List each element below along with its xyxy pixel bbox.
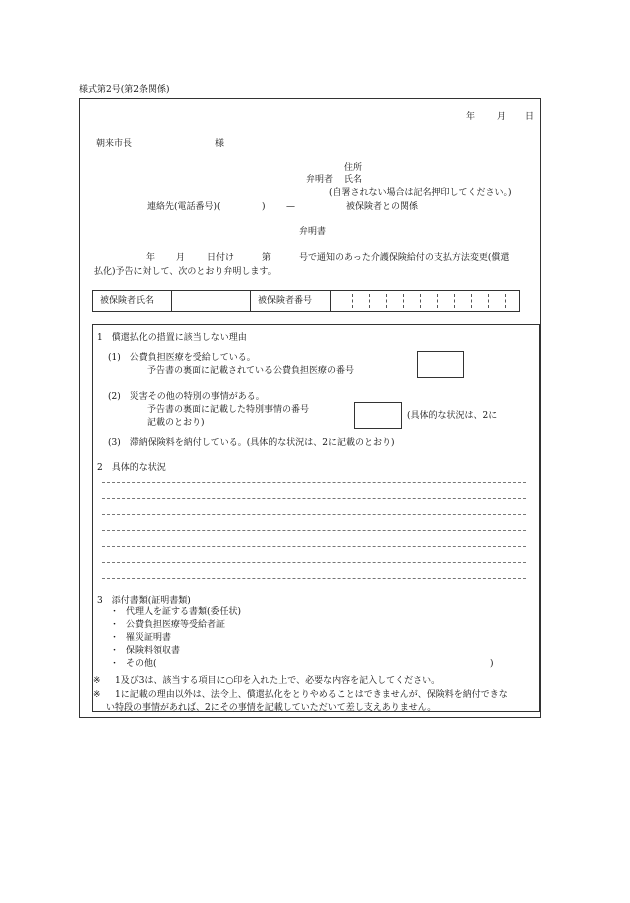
- intro-text-line2: 払化)予告に対して、次のとおり弁明します。: [94, 267, 277, 277]
- intro-number-prefix: 第: [262, 253, 272, 263]
- attachment-bullet: ・: [110, 646, 120, 656]
- special-circumstance-number-box[interactable]: [354, 402, 402, 429]
- number-digit-divider: [454, 294, 455, 308]
- contact-label: 連絡先(電話番号)(: [147, 202, 221, 212]
- insured-name-field[interactable]: [179, 297, 249, 309]
- circumstance-writing-line[interactable]: [102, 578, 526, 579]
- number-digit-divider: [369, 294, 370, 308]
- name-label: 氏名: [344, 175, 363, 185]
- contact-close: ): [262, 202, 266, 212]
- attachment-item-disaster-certificate: 罹災証明書: [126, 633, 172, 643]
- date-year-label: 年: [466, 112, 476, 122]
- section2-heading: 2 具体的な状況: [97, 463, 166, 473]
- reason2-subtext-continued: 記載のとおり): [147, 418, 205, 428]
- public-medical-number-box[interactable]: [417, 351, 464, 378]
- attachment-item-proxy: 代理人を証する書類(委任状): [126, 607, 242, 617]
- reason1-label: (1) 公費負担医療を受給している。: [108, 353, 256, 363]
- number-digit-divider: [471, 294, 472, 308]
- intro-text-line1: 号で通知のあった介護保険給付の支払方法変更(償還: [299, 253, 510, 263]
- circumstance-writing-line[interactable]: [102, 562, 526, 563]
- date-day-label: 日: [525, 112, 535, 122]
- number-digit-divider: [352, 294, 353, 308]
- form-number: 様式第2号(第2条関係): [79, 85, 170, 95]
- circumstance-writing-line[interactable]: [102, 514, 526, 515]
- note-1: 1及び3は、該当する項目に○印を入れた上で、必要な内容を記入してください。: [115, 676, 441, 686]
- circumstance-writing-line[interactable]: [102, 546, 526, 547]
- intro-month: 月: [176, 253, 186, 263]
- section1-heading: 1 償還払化の措置に該当しない理由: [97, 333, 247, 343]
- address-label: 住所: [344, 163, 363, 173]
- attachment-bullet: ・: [110, 633, 120, 643]
- attachment-item-medical-certificate: 公費負担医療等受給者証: [126, 620, 226, 630]
- note-2-line1: 1に記載の理由以外は、法令上、償還払化をとりやめることはできませんが、保険料を納付できな: [115, 690, 508, 700]
- date-month-label: 月: [497, 112, 507, 122]
- attachment-bullet: ・: [110, 620, 120, 630]
- addressee-mayor: 朝来市長: [96, 139, 133, 149]
- reason2-note: (具体的な状況は、2に: [407, 411, 498, 421]
- reason1-subtext: 予告書の裏面に記載されている公費負担医療の番号: [147, 366, 355, 376]
- insured-number-label: 被保険者番号: [258, 296, 313, 306]
- declarant-role-label: 弁明者: [306, 175, 334, 185]
- reason3-label: (3) 滞納保険料を納付している。(具体的な状況は、2に記載のとおり): [108, 438, 395, 448]
- number-digit-divider: [386, 294, 387, 308]
- insured-table-divider: [171, 291, 172, 311]
- insured-name-label: 被保険者氏名: [100, 296, 155, 306]
- attachment-other-close: ): [490, 659, 494, 669]
- intro-year: 年: [146, 253, 156, 263]
- addressee-honorific: 様: [215, 139, 225, 149]
- note-mark: ※: [93, 690, 101, 700]
- signature-note: (自署されない場合は記名押印してください。): [329, 188, 512, 198]
- circumstance-writing-line[interactable]: [102, 482, 526, 483]
- number-digit-divider: [420, 294, 421, 308]
- number-digit-divider: [403, 294, 404, 308]
- number-digit-divider: [437, 294, 438, 308]
- number-digit-divider: [505, 294, 506, 308]
- note-2-line2: い特段の事情があれば、2にその事情を記載していただいて差し支えありません。: [106, 703, 437, 713]
- intro-day: 日付け: [207, 253, 235, 263]
- insured-table-divider: [250, 291, 251, 311]
- relation-label: 被保険者との関係: [346, 202, 419, 212]
- insured-table-divider: [330, 291, 331, 311]
- circumstance-writing-line[interactable]: [102, 530, 526, 531]
- circumstance-writing-line[interactable]: [102, 498, 526, 499]
- number-digit-divider: [488, 294, 489, 308]
- document-title: 弁明書: [299, 227, 327, 237]
- reason2-label: (2) 災害その他の特別の事情がある。: [108, 392, 265, 402]
- attachment-bullet: ・: [110, 607, 120, 617]
- contact-dash: —: [286, 202, 295, 212]
- note-mark: ※: [93, 676, 101, 686]
- attachment-bullet: ・: [110, 659, 120, 669]
- reason2-subtext: 予告書の裏面に記載した特別事情の番号: [147, 405, 310, 415]
- section3-heading: 3 添付書類(証明書類): [97, 596, 191, 606]
- attachment-item-premium-receipt: 保険料領収書: [126, 646, 181, 656]
- attachment-item-other: その他(: [126, 659, 157, 669]
